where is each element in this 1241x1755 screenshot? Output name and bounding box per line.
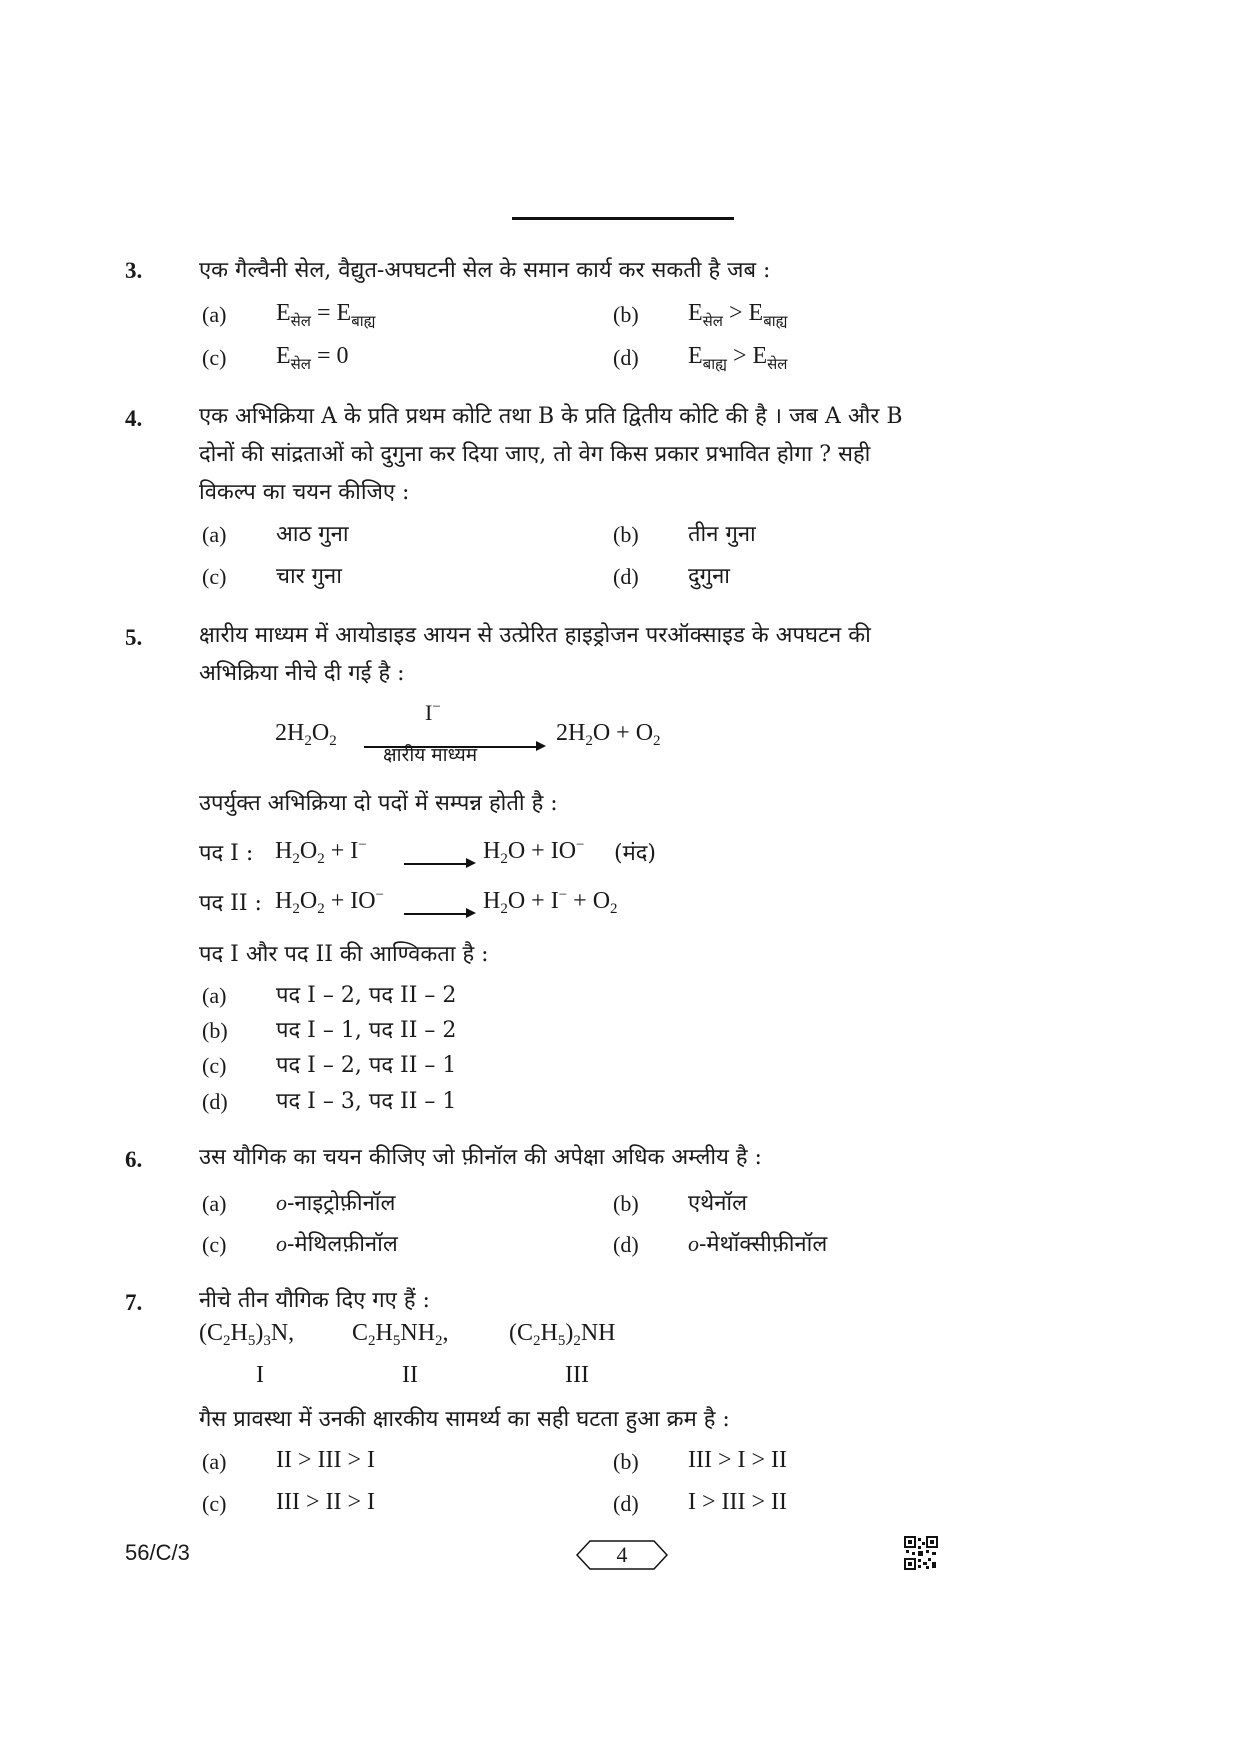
option-label: (c) [202, 1232, 227, 1257]
option-label: (c) [202, 345, 227, 370]
option-label: (a) [202, 1449, 227, 1474]
qr-code-icon [904, 1536, 938, 1570]
compound-label: III [565, 1362, 589, 1388]
option-d: दुगुना [688, 564, 730, 589]
step-1-note: (मंद) [614, 841, 657, 866]
molecularity-question: पद I और पद II की आण्विकता है : [199, 942, 489, 967]
step-2-reactants: $H_2O_2 + IO^-$ [275, 887, 385, 917]
question-text-line: एक अभिक्रिया A के प्रति प्रथम कोटि तथा B के प्रति द्वितीय कोटि की है । जब A और B [199, 404, 903, 429]
option-label: (b) [613, 1449, 639, 1474]
option-label: (c) [202, 564, 227, 589]
option-label: (d) [202, 1089, 228, 1114]
paper-code: 56/C/3 [125, 1540, 190, 1565]
order-question: गैस प्रावस्था में उनकी क्षारकीय सामर्थ्य का सही घटता हुआ क्रम है : [199, 1407, 730, 1432]
option-c: चार गुना [276, 564, 342, 589]
question-number: 4. [125, 406, 143, 431]
compound-label: I [256, 1362, 264, 1388]
step-1-reactants: $H_2O_2 + I^-$ [275, 837, 367, 867]
step-2-label: पद II : [199, 891, 262, 916]
option-label: (d) [613, 345, 639, 370]
option-b: एथेनॉल [688, 1191, 748, 1216]
option-a: आठ गुना [276, 522, 349, 547]
option-b: तीन गुना [688, 522, 756, 547]
option-label: (a) [202, 522, 227, 547]
question-number: 5. [125, 625, 143, 650]
option-label: (b) [613, 1191, 639, 1216]
option-label: (a) [202, 983, 227, 1008]
compound-1: $(C_2H_5)_3N$, [199, 1320, 295, 1349]
arrow-condition: क्षारीय माध्यम [383, 744, 478, 766]
question-text-line: दोनों की सांद्रताओं को दुगुना कर दिया जाए, तो वेग किस प्रकार प्रभावित होगा ? सही [199, 442, 871, 467]
steps-intro: उपर्युक्त अभिक्रिया दो पदों में सम्पन्न होती है : [199, 791, 558, 816]
compound-label: II [402, 1362, 418, 1388]
option-a: पद I – 2, पद II – 2 [276, 983, 457, 1008]
option-c: o-मेथिलफ़ीनॉल [276, 1231, 398, 1257]
option-a: $E_{सेल} = E_{बाह्य}$ [276, 300, 376, 330]
arrow-catalyst: I− [425, 699, 441, 725]
option-label: (b) [202, 1018, 228, 1043]
option-c: III > II > I [276, 1489, 376, 1515]
option-label: (c) [202, 1053, 227, 1078]
option-d: $E_{बाह्य} > E_{सेल}$ [688, 343, 788, 373]
option-b: III > I > II [688, 1447, 788, 1473]
option-label: (d) [613, 564, 639, 589]
option-a: II > III > I [276, 1447, 376, 1473]
option-b: पद I – 1, पद II – 2 [276, 1018, 457, 1043]
option-label: (b) [613, 522, 639, 547]
question-number: 7. [125, 1290, 143, 1315]
step-2-arrow [404, 900, 476, 912]
option-label: (a) [202, 302, 227, 327]
option-label: (c) [202, 1491, 227, 1516]
option-a: o-नाइट्रोफ़ीनॉल [276, 1190, 396, 1216]
question-text-line: विकल्प का चयन कीजिए : [199, 480, 410, 505]
step-1-label: पद I : [199, 841, 254, 866]
compound-2: $C_2H_5NH_2$, [352, 1320, 449, 1349]
equation-reactant: $2H_2O_2$ [275, 720, 337, 749]
top-rule [512, 217, 734, 220]
step-1-arrow [404, 850, 476, 862]
option-c: पद I – 2, पद II – 1 [276, 1053, 457, 1078]
option-d: I > III > II [688, 1489, 788, 1515]
question-number: 6. [125, 1147, 143, 1172]
option-d: पद I – 3, पद II – 1 [276, 1089, 457, 1114]
question-text-line: क्षारीय माध्यम में आयोडाइड आयन से उत्प्रेरित हाइड्रोजन परऑक्साइड के अपघटन की [199, 623, 871, 648]
page-number-box [576, 1540, 668, 1570]
option-label: (d) [613, 1232, 639, 1257]
question-number: 3. [125, 258, 143, 283]
compound-3: $(C_2H_5)_2NH$ [509, 1320, 616, 1349]
step-2-products: $H_2O + I^- + O_2$ [483, 887, 618, 917]
option-label: (b) [613, 302, 639, 327]
question-text-line: अभिक्रिया नीचे दी गई है : [199, 661, 405, 686]
question-text: एक गैल्वैनी सेल, वैद्युत-अपघटनी सेल के समान कार्य कर सकती है जब : [199, 258, 771, 283]
option-d: o-मेथॉक्सीफ़ीनॉल [688, 1231, 828, 1257]
page-number: 4 [616, 1542, 628, 1567]
step-1-products: $H_2O + IO^-$ [483, 837, 585, 867]
option-label: (d) [613, 1491, 639, 1516]
question-text: नीचे तीन यौगिक दिए गए हैं : [199, 1288, 430, 1313]
option-b: $E_{सेल} > E_{बाह्य}$ [688, 300, 788, 330]
equation-products: $2H_2O + O_2$ [556, 720, 661, 749]
option-c: $E_{सेल} = 0$ [276, 343, 349, 373]
question-text: उस यौगिक का चयन कीजिए जो फ़ीनॉल की अपेक्षा अधिक अम्लीय है : [199, 1145, 762, 1170]
option-label: (a) [202, 1191, 227, 1216]
